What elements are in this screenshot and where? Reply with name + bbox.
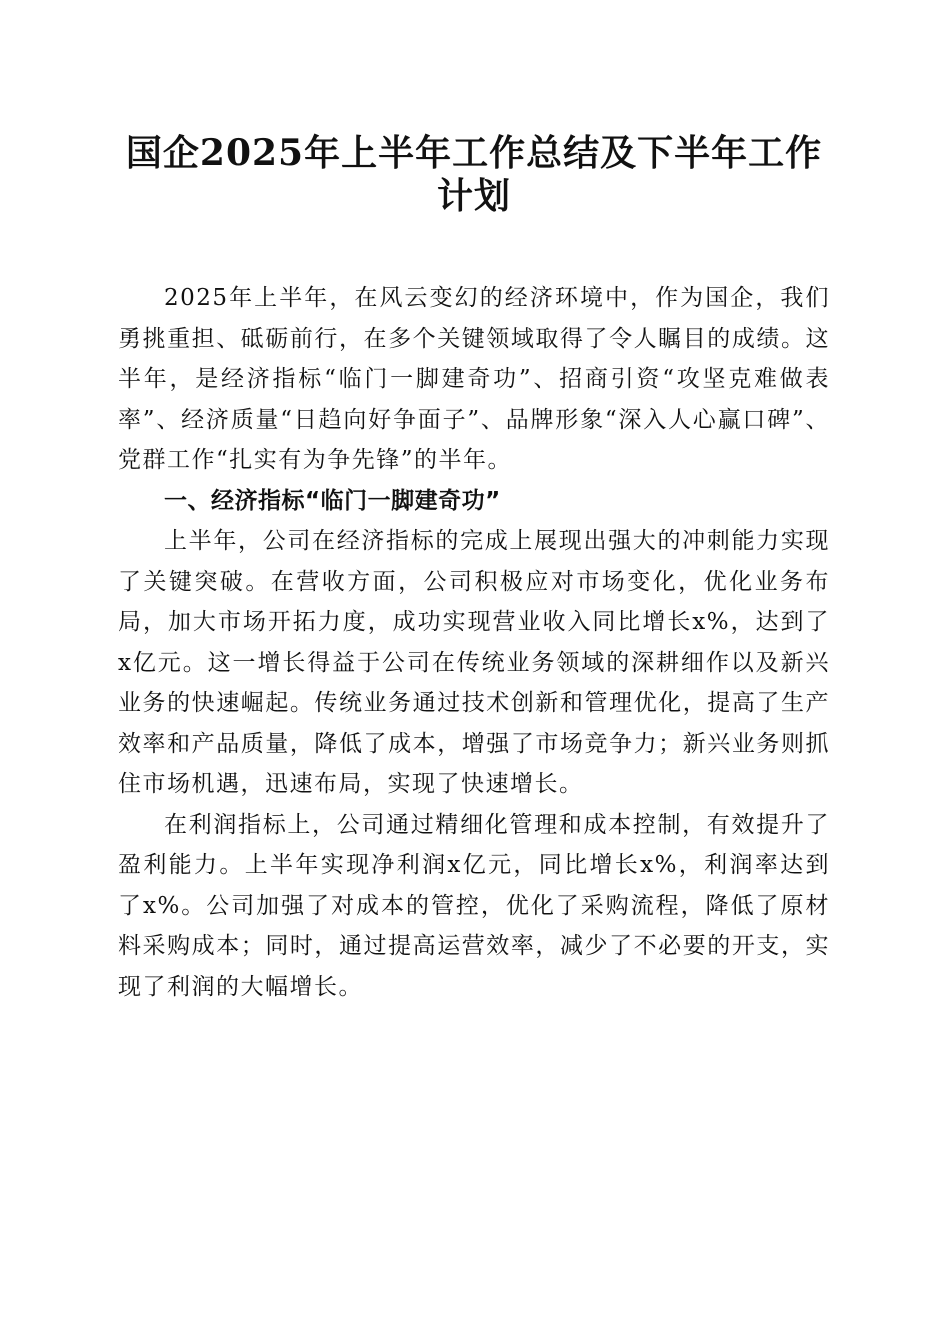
document-page [118,132,830,1007]
document-title: 国企2025年上半年工作总结及下半年工作计划 [125,132,823,217]
body-paragraph-revenue: 上半年，公司在经济指标的完成上展现出强大的冲刺能力实现了关键突破。在营收方面，公司积极应对市场变化，优化业务布局，加大市场开拓力度，成功实现营业收入同比增长x%，达到了x亿元。这一增长得益于公司在传统业务领域的深耕细作以及新兴业务的快速崛起。传统业务通过技术创新和管理优化，提高了生产效率和产品质量，降低了成本，增强了市场竞争力；新兴业务则抓住市场机遇，迅速布局，实现了快速增长。 [118,528,830,797]
document-body [118,278,830,1007]
section-heading: 一、经济指标“临门一脚建奇功” [164,487,501,514]
body-paragraph-profit: 在利润指标上，公司通过精细化管理和成本控制，有效提升了盈利能力。上半年实现净利润x亿元，同比增长x%，利润率达到了x%。公司加强了对成本的管控，优化了采购流程，降低了原材料采购成本；同时，通过提高运营效率，减少了不必要的开支，实现了利润的大幅增长。 [118,811,830,1000]
intro-paragraph: 2025年上半年，在风云变幻的经济环境中，作为国企，我们勇挑重担、砥砺前行，在多个关键领域取得了令人瞩目的成绩。这半年，是经济指标“临门一脚建奇功”、招商引资“攻坚克难做表率”、经济质量“日趋向好争面子”、品牌形象“深入人心赢口碑”、党群工作“扎实有为争先锋”的半年。 [118,285,830,473]
